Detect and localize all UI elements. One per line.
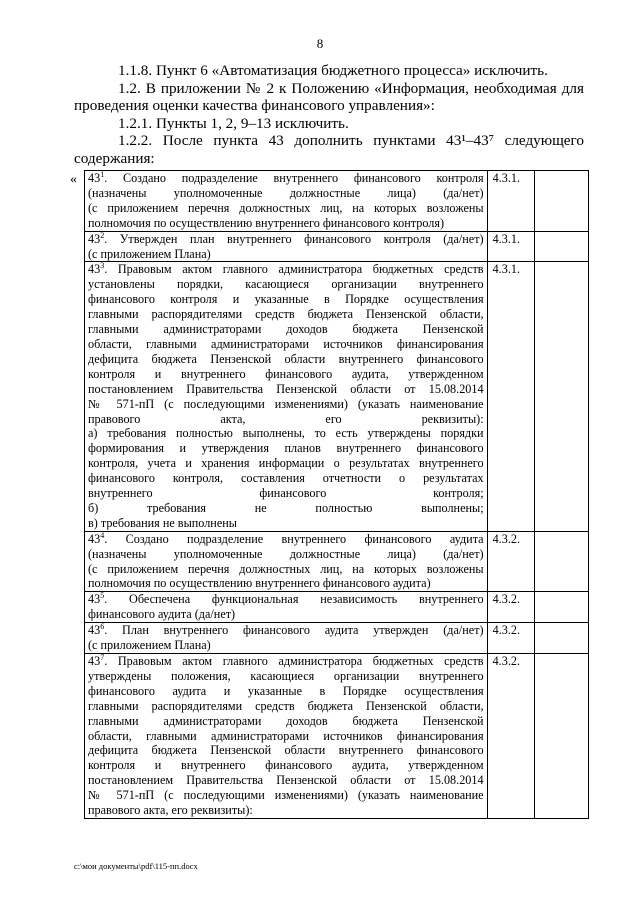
indicator-number: $43^6$ — [88, 622, 105, 638]
body-text — [74, 62, 584, 168]
paragraph-1-2: 1.2. В приложении № 2 к Положению «Информация, необходимая для проведения оценки качества финансового управления»: — [74, 79, 584, 115]
indicator-line: в) требования не выполнены — [88, 515, 237, 530]
indicator-description — [85, 262, 488, 531]
empty-cell — [535, 171, 589, 232]
indicator-line: дефицита бюджета Пензенской области внутреннего финансового — [88, 743, 484, 758]
indicator-line: б) требования не полностью выполнены; — [88, 500, 484, 515]
indicator-line: области, главными администраторами источников финансирования — [88, 336, 484, 351]
indicator-line: (назначены уполномоченные должностные лица) (да/нет) — [88, 546, 484, 561]
indicator-line: полномочия по осуществлению внутреннего финансового аудита) — [88, 576, 431, 591]
indicator-line: контроля и внутреннего финансового аудита, утвержденном — [88, 366, 484, 381]
indicator-code: 4.3.1. — [487, 262, 535, 531]
indicator-line: $43^5$. Обеспечена функциональная независимость внутреннего — [88, 591, 484, 607]
indicator-superscript: 2 — [100, 230, 105, 240]
indicator-number: $43^7$ — [88, 652, 105, 668]
indicator-line: $43^6$. План внутреннего финансового аудита утвержден (да/нет) — [88, 622, 484, 638]
indicator-number: $43^3$ — [88, 261, 105, 277]
indicator-description — [85, 531, 488, 592]
paragraph-1-2-1: 1.2.1. Пункты 1, 2, 9–13 исключить. — [118, 114, 349, 132]
indicator-code: 4.3.2. — [487, 592, 535, 623]
indicator-line: финансового контроля и указанные в Порядке осуществления — [88, 292, 484, 307]
indicator-line: главными распорядителями средств бюджета Пензенской области, — [88, 307, 484, 322]
table-row — [85, 592, 589, 623]
indicator-line: $43^7$. Правовым актом главного администратора бюджетных средств — [88, 652, 484, 668]
indicator-line: внутреннего финансового контроля; — [88, 486, 484, 501]
empty-cell — [535, 623, 589, 654]
empty-cell — [535, 231, 589, 262]
paragraph-1-2-2: 1.2.2. После пункта 43 дополнить пунктами 43¹–43⁷ следующего содержания: — [74, 132, 584, 167]
indicator-line: (с приложением Плана) — [88, 246, 211, 261]
indicator-superscript: 4 — [100, 530, 105, 540]
indicator-line: формирования и утверждения планов внутреннего финансового — [88, 441, 484, 456]
indicator-code: 4.3.2. — [487, 531, 535, 592]
table-row — [85, 623, 589, 654]
table-row — [85, 231, 589, 262]
indicator-line: $43^4$. Создано подразделение внутреннего финансового аудита — [88, 530, 484, 546]
indicator-line: главными распорядителями средств бюджета Пензенской области, — [88, 698, 484, 713]
indicator-line: $43^2$. Утвержден план внутреннего финансового контроля (да/нет) — [88, 230, 484, 246]
indicator-line: а) требования полностью выполнены, то есть утверждены порядки — [88, 426, 484, 441]
indicator-line: финансового контроля, составления отчетности о результатах — [88, 471, 484, 486]
indicator-code: 4.3.1. — [487, 171, 535, 232]
empty-cell — [535, 654, 589, 819]
empty-cell — [535, 531, 589, 592]
indicator-line: (с приложением Плана) — [88, 638, 211, 653]
file-path-footer: c:\мои документы\pdf\115-пп.docx — [74, 861, 198, 871]
indicator-code: 4.3.2. — [487, 623, 535, 654]
table-row — [85, 531, 589, 592]
indicator-line: главными администраторами доходов бюджета Пензенской — [88, 322, 484, 337]
indicator-line: постановлением Правительства Пензенской области от 15.08.2014 — [88, 773, 484, 788]
indicator-line: контроля, учета и хранения информации о результатах внутреннего — [88, 456, 484, 471]
empty-cell — [535, 262, 589, 531]
indicator-line: дефицита бюджета Пензенской области внутреннего финансового — [88, 351, 484, 366]
indicator-line: главными администраторами доходов бюджета Пензенской — [88, 713, 484, 728]
opening-quote: « — [70, 172, 77, 187]
indicator-line: установлены порядки, касающиеся организации внутреннего — [88, 277, 484, 292]
indicator-line: правового акта, его реквизиты): — [88, 803, 253, 818]
indicator-line: полномочия по осуществлению внутреннего финансового контроля) — [88, 215, 445, 230]
indicator-line: области, главными администраторами источников финансирования — [88, 728, 484, 743]
indicator-line: № 571-пП (с последующими изменениями) (указать наименование — [88, 788, 484, 803]
indicator-description — [85, 654, 488, 819]
indicator-number: $43^1$ — [88, 169, 105, 185]
indicator-line: постановлением Правительства Пензенской области от 15.08.2014 — [88, 381, 484, 396]
indicator-description — [85, 592, 488, 623]
paragraph-1-1-8: 1.1.8. Пункт 6 «Автоматизация бюджетного процесса» исключить. — [118, 62, 548, 79]
indicator-superscript: 3 — [100, 261, 105, 271]
page-number: 8 — [316, 36, 324, 51]
indicator-line: финансового аудита и указанные в Порядке осуществления — [88, 683, 484, 698]
indicator-description — [85, 623, 488, 654]
indicator-superscript: 7 — [100, 652, 105, 662]
indicator-line: № 571-пП (с последующими изменениями) (указать наименование — [88, 396, 484, 411]
indicator-line: $43^1$. Создано подразделение внутреннего финансового контроля — [88, 169, 484, 185]
indicator-line: утверждены положения, касающиеся организации внутреннего — [88, 668, 484, 683]
table-row — [85, 262, 589, 531]
indicator-superscript: 6 — [100, 622, 105, 632]
indicator-code: 4.3.2. — [487, 654, 535, 819]
indicator-line: правового акта, его реквизиты): — [88, 411, 484, 426]
indicator-code: 4.3.1. — [487, 231, 535, 262]
empty-cell — [535, 592, 589, 623]
indicator-number: $43^5$ — [88, 591, 105, 607]
indicator-number: $43^4$ — [88, 530, 105, 546]
indicator-description — [85, 231, 488, 262]
indicator-superscript: 5 — [100, 591, 105, 601]
indicator-line: финансового аудита (да/нет) — [88, 607, 236, 622]
indicators-table — [84, 170, 589, 819]
indicator-line: (с приложением перечня должностных лиц, на которых возложены — [88, 200, 484, 215]
indicator-line: $43^3$. Правовым актом главного администратора бюджетных средств — [88, 261, 484, 277]
indicator-line: контроля и внутреннего финансового аудита, утвержденном — [88, 758, 484, 773]
indicator-number: $43^2$ — [88, 230, 105, 246]
table-row — [85, 654, 589, 819]
indicator-description — [85, 171, 488, 232]
indicator-line: (назначены уполномоченные должностные лица) (да/нет) — [88, 185, 484, 200]
indicator-superscript: 1 — [100, 169, 105, 179]
table-row — [85, 171, 589, 232]
indicator-line: (с приложением перечня должностных лиц, на которых возложены — [88, 561, 484, 576]
